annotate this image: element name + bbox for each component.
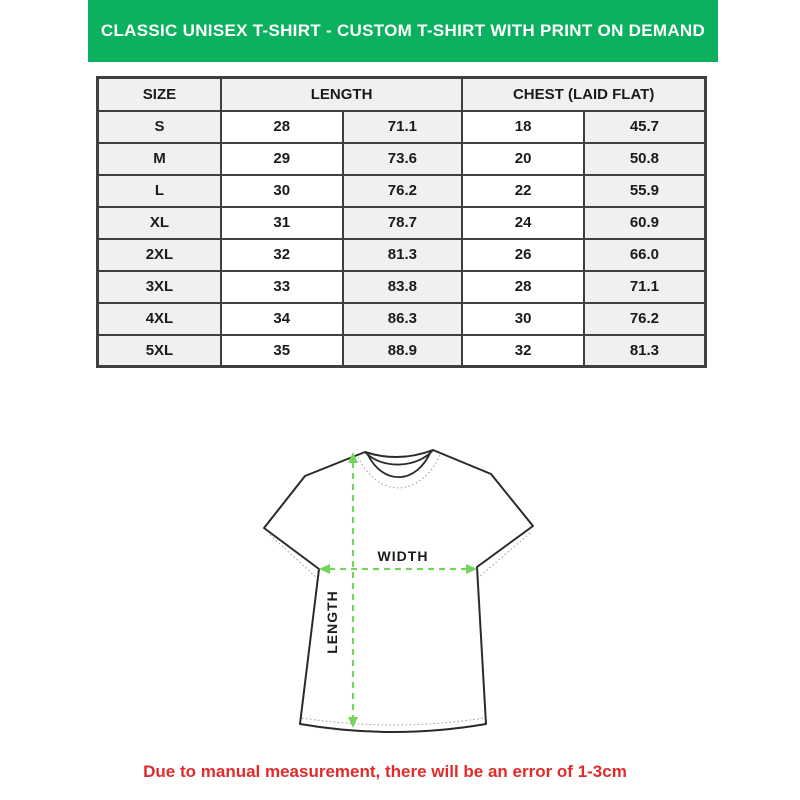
chest-cm-cell: 71.1	[584, 271, 706, 303]
size-cell: XL	[98, 207, 221, 239]
length-cm-cell: 88.9	[343, 335, 463, 367]
chest-cm-cell: 76.2	[584, 303, 706, 335]
chest-in-cell: 20	[462, 143, 584, 175]
length-in-cell: 28	[221, 111, 343, 143]
table-row	[98, 303, 706, 335]
size-cell: 2XL	[98, 239, 221, 271]
length-in-cell: 29	[221, 143, 343, 175]
measurement-error-note: Due to manual measurement, there will be an error of 1-3cm	[143, 762, 627, 781]
table-row	[98, 271, 706, 303]
size-table	[96, 76, 707, 368]
length-cm-cell: 73.6	[343, 143, 463, 175]
length-cm-cell: 71.1	[343, 111, 463, 143]
table-row	[98, 175, 706, 207]
size-cell: M	[98, 143, 221, 175]
chest-cm-cell: 81.3	[584, 335, 706, 367]
chest-cm-cell: 60.9	[584, 207, 706, 239]
chest-cm-cell: 50.8	[584, 143, 706, 175]
title-banner	[88, 0, 718, 62]
width-label: WIDTH	[377, 548, 429, 564]
length-cm-cell: 86.3	[343, 303, 463, 335]
page-title: CLASSIC UNISEX T-SHIRT - CUSTOM T-SHIRT WITH PRINT ON DEMAND	[100, 21, 706, 40]
chest-cm-cell: 55.9	[584, 175, 706, 207]
tshirt-outline	[264, 450, 533, 732]
col-header-chest: CHEST (LAID FLAT)	[462, 78, 705, 111]
length-cm-cell: 78.7	[343, 207, 463, 239]
col-header-size: SIZE	[98, 78, 221, 111]
chest-cm-cell: 66.0	[584, 239, 706, 271]
table-row	[98, 207, 706, 239]
length-in-cell: 35	[221, 335, 343, 367]
table-row	[98, 335, 706, 367]
size-cell: 3XL	[98, 271, 221, 303]
length-in-cell: 30	[221, 175, 343, 207]
size-cell: 4XL	[98, 303, 221, 335]
chest-in-cell: 18	[462, 111, 584, 143]
length-in-cell: 31	[221, 207, 343, 239]
size-cell: L	[98, 175, 221, 207]
table-row	[98, 239, 706, 271]
size-cell: 5XL	[98, 335, 221, 367]
chest-in-cell: 32	[462, 335, 584, 367]
length-in-cell: 34	[221, 303, 343, 335]
length-cm-cell: 76.2	[343, 175, 463, 207]
chest-in-cell: 26	[462, 239, 584, 271]
table-row	[98, 111, 706, 143]
col-header-length: LENGTH	[221, 78, 462, 111]
chest-in-cell: 30	[462, 303, 584, 335]
size-cell: S	[98, 111, 221, 143]
table-row	[98, 143, 706, 175]
tshirt-drawing	[250, 430, 550, 755]
length-cm-cell: 83.8	[343, 271, 463, 303]
tshirt-measurement-diagram	[250, 430, 550, 755]
length-in-cell: 32	[221, 239, 343, 271]
length-in-cell: 33	[221, 271, 343, 303]
chest-cm-cell: 45.7	[584, 111, 706, 143]
table-header-row	[98, 78, 706, 111]
length-label: LENGTH	[324, 590, 340, 654]
length-cm-cell: 81.3	[343, 239, 463, 271]
chest-in-cell: 28	[462, 271, 584, 303]
chest-in-cell: 22	[462, 175, 584, 207]
chest-in-cell: 24	[462, 207, 584, 239]
